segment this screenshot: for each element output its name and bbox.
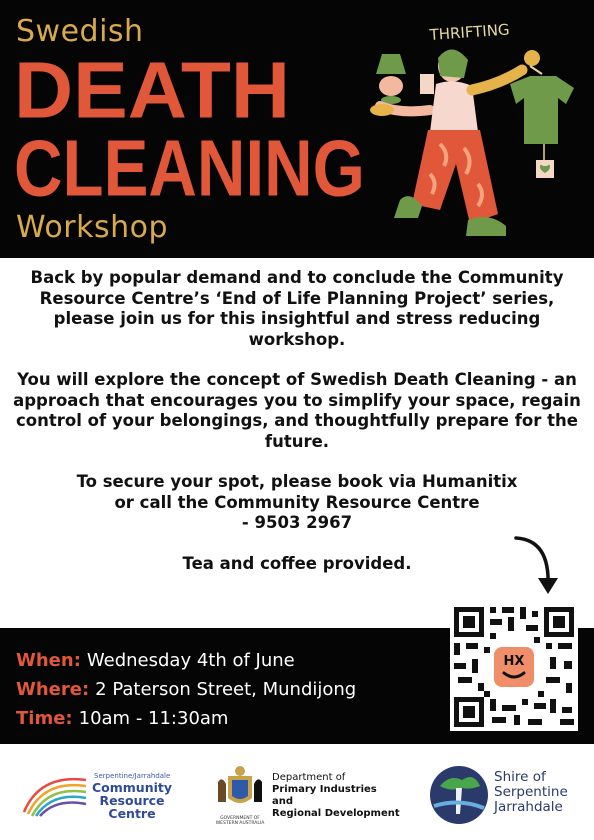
dept-line-1: Department of: [272, 772, 346, 783]
shire-line-1: Shire of: [494, 769, 546, 785]
booking-line-1: To secure your spot, please book via Humanitix: [76, 472, 518, 491]
when-value: Wednesday 4th of June: [86, 650, 295, 671]
time-label: Time:: [16, 708, 73, 729]
shire-name: [494, 770, 568, 815]
department-text: [272, 772, 400, 820]
pre-title: Swedish: [16, 14, 144, 49]
crc-top-text: Serpentine/Jarrahdale: [94, 772, 171, 780]
concept-paragraph: You will explore the concept of Swedish Death Cleaning - an approach that encourages you to simplify your space, regain control of your belongings, and thoughtfully prepare for the future.: [13, 370, 581, 451]
booking-line-2: or call the Community Resource Centre: [114, 492, 480, 512]
crc-swoosh-icon: [20, 764, 92, 820]
sponsor-logos: [0, 744, 594, 840]
where-value: 2 Paterson Street, Mundijong: [95, 679, 357, 700]
title-death: DEATH: [14, 45, 291, 135]
description: [0, 268, 594, 594]
crc-name: Community Resource Centre: [92, 780, 173, 821]
crc-logo: [20, 764, 180, 824]
when-row: [16, 650, 295, 671]
dept-line-2: Primary Industries and: [272, 784, 377, 807]
shire-logo: [428, 764, 588, 828]
arrow-down-icon: [510, 530, 570, 600]
shire-line-2: Serpentine: [494, 784, 568, 800]
header-banner: [0, 0, 594, 258]
post-title: Workshop: [16, 210, 169, 245]
where-label: Where:: [16, 679, 90, 700]
thrifting-illustration: [360, 14, 590, 254]
coat-of-arms-icon: [210, 762, 270, 814]
booking-qr-code[interactable]: [450, 603, 578, 731]
title-cleaning: CLEANING: [14, 123, 365, 213]
wa-government-logo: [210, 762, 400, 832]
shire-emblem-icon: [428, 764, 490, 826]
thrifting-label: THRIFTING: [429, 20, 511, 44]
when-label: When:: [16, 650, 81, 671]
qr-badge-text: HX: [503, 654, 525, 669]
where-row: [16, 679, 356, 700]
gov-wa-text: GOVERNMENT OF WESTERN AUSTRALIA: [215, 816, 265, 826]
time-row: [16, 708, 228, 729]
booking-phone: - 9503 2967: [241, 513, 353, 532]
refreshments-note: Tea and coffee provided.: [182, 553, 412, 573]
intro-paragraph: Back by popular demand and to conclude the Community Resource Centre’s ‘End of Life Planning Project’ series, please join us for this insightful and stress reducing workshop.: [30, 268, 564, 349]
dept-line-3: Regional Development: [272, 808, 400, 819]
booking-paragraph: [0, 472, 594, 534]
time-value: 10am - 11:30am: [78, 708, 229, 729]
shire-line-3: Jarrahdale: [494, 799, 563, 815]
